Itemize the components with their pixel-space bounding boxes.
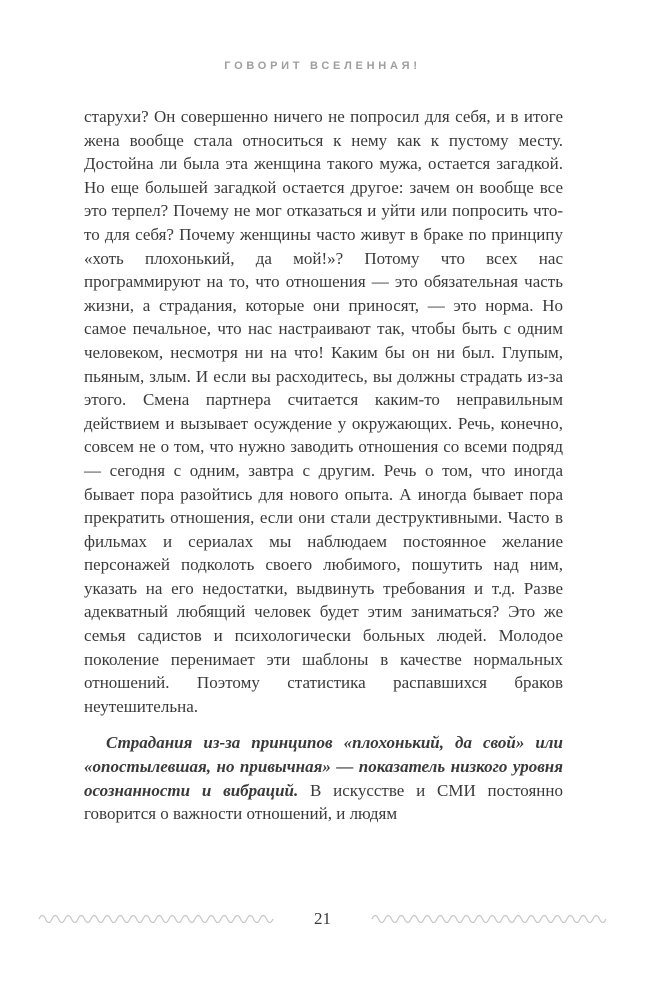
body-text bbox=[84, 105, 563, 826]
paragraph bbox=[84, 731, 563, 825]
paragraph: старухи? Он совершенно ничего не попросил для себя, и в итоге жена вообще стала относиться к нему как к пустому месту. Достойна ли была эта женщина такого мужа, остается загадкой. Но еще большей загадкой остается другое: зачем он вообще все это терпел? Почему не мог отказаться и уйти или попросить что-то для себя? Почему женщины часто живут в браке по принципу «хоть плохонький, да мой!»? Потому что всех нас программируют на то, что отношения — это обязательная часть жизни, а страдания, которые они приносят, — это норма. Но самое печальное, что нас настраивают так, чтобы быть с одним человеком, несмотря ни на что! Каким бы он ни был. Глупым, пьяным, злым. И если вы расходитесь, вы должны страдать из-за этого. Смена партнера считается каким-то неправильным действием и вызывает осуждение у окружающих. Речь, конечно, совсем не о том, что нужно заводить отношения со всеми подряд — сегодня с одним, завтра с другим. Речь о том, что иногда бывает пора разойтись для нового опыта. А иногда бывает пора прекратить отношения, если они стали деструктивными. Часто в фильмах и сериалах мы наблюдаем постоянное желание персонажей подколоть своего любимого, пошутить над ним, указать на его недостатки, выдвинуть требования и т.д. Разве адекватный любящий человек будет этим заниматься? Это же семья садистов и психологически больных людей. Молодое поколение перенимает эти шаблоны в качестве нормальных отношений. Поэтому статистика распавшихся браков неутешительна. bbox=[84, 107, 563, 716]
paragraph-text: В искусстве и СМИ постоянно говорится о важности отношений, и людям bbox=[84, 780, 563, 824]
page-footer bbox=[0, 908, 645, 927]
squiggle-ornament-right-icon bbox=[371, 913, 607, 923]
emphasis-text: Страдания из-за принципов «плохонький, да свой» или «опостылевшая, но привычная» — показатель низкого уровня осознанности и вибраций. bbox=[84, 733, 563, 800]
squiggle-ornament-left-icon bbox=[38, 913, 274, 923]
page-number: 21 bbox=[314, 909, 331, 928]
running-header: ГОВОРИТ ВСЕЛЕННАЯ! bbox=[224, 60, 421, 72]
